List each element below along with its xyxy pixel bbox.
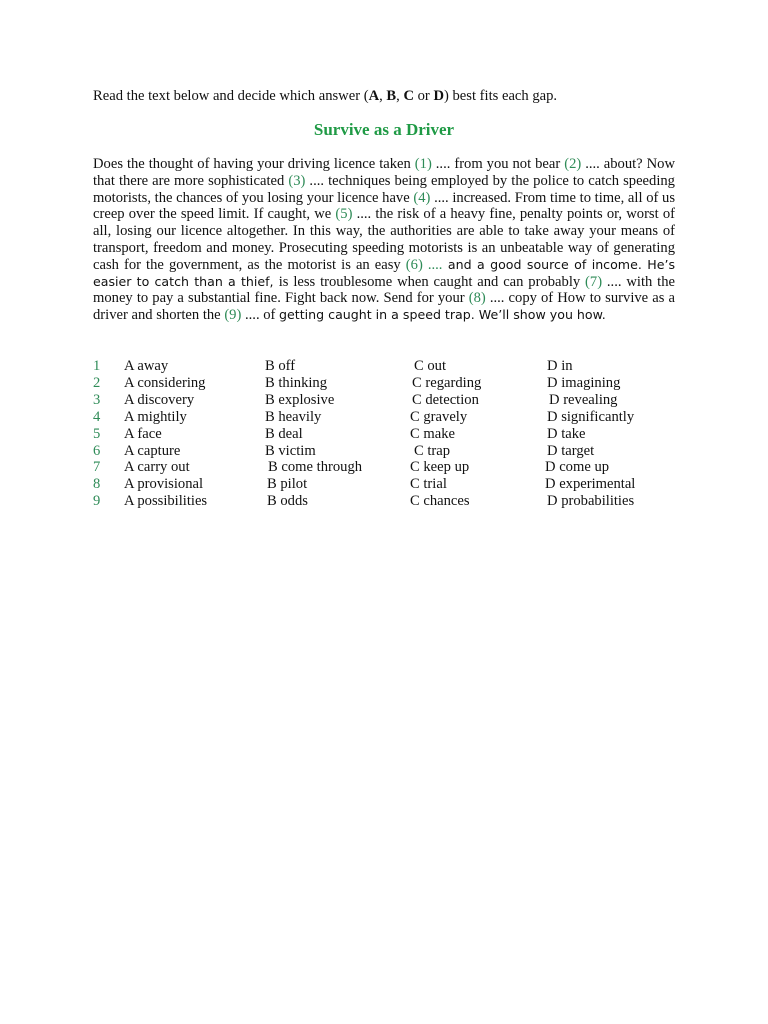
- passage-segment: getting caught in a speed trap. We’ll show you how.: [279, 307, 606, 323]
- question-number: 3: [93, 391, 101, 408]
- option-d: D imagining: [547, 374, 621, 391]
- option-d: D take: [547, 425, 586, 442]
- passage-text: [93, 156, 675, 324]
- gap-marker: (8): [468, 290, 486, 307]
- option-row: [0, 493, 768, 510]
- passage-segment: .... increased. From time to time, all of us creep over the speed limit. If caught, we: [93, 189, 675, 223]
- passage-segment: .... about? Now that there are more sophisticated: [93, 156, 675, 189]
- option-a: A mightily: [124, 408, 187, 425]
- gap-marker: (5): [335, 206, 353, 223]
- option-c: C gravely: [410, 408, 468, 425]
- gap-marker: (2): [564, 156, 582, 172]
- question-number: 2: [93, 374, 101, 391]
- option-letter-c: C: [403, 88, 414, 104]
- gap-marker: (7): [585, 273, 603, 290]
- option-row: [0, 476, 768, 493]
- gap-marker: (6) ....: [405, 256, 443, 273]
- passage-segment: .... from you not bear: [431, 156, 565, 172]
- option-a: A considering: [124, 374, 206, 391]
- option-c: C make: [410, 425, 455, 442]
- option-a: A provisional: [124, 476, 204, 493]
- option-c: C trap: [414, 442, 451, 459]
- option-d: D revealing: [549, 391, 618, 408]
- option-c: C regarding: [412, 374, 482, 391]
- option-d: D come up: [545, 459, 610, 476]
- gap-marker: (3): [288, 172, 306, 189]
- option-a: A possibilities: [124, 493, 208, 510]
- option-c: C keep up: [410, 459, 470, 476]
- option-b: B victim: [265, 442, 316, 459]
- question-number: 1: [93, 358, 101, 374]
- instruction-sep: ,: [379, 88, 387, 104]
- option-c: C chances: [410, 493, 470, 510]
- option-letter-a: A: [368, 88, 380, 104]
- option-b: B heavily: [265, 408, 322, 425]
- option-c: C trial: [410, 476, 447, 493]
- passage-segment: .... with the money to pay a substantial fine. Fight back now. Send for your: [93, 273, 675, 307]
- instruction-sep: ,: [396, 88, 404, 104]
- option-b: B deal: [265, 425, 303, 442]
- question-number: 7: [93, 459, 101, 476]
- question-number: 6: [93, 442, 101, 459]
- gap-marker: (1): [414, 156, 432, 172]
- option-letter-b: B: [386, 88, 397, 104]
- option-a: A carry out: [124, 459, 190, 476]
- instruction-prefix: Read the text below and decide which answer (: [93, 88, 369, 104]
- question-number: 4: [93, 408, 101, 425]
- option-d: D significantly: [547, 408, 635, 425]
- option-row: [0, 459, 768, 476]
- option-b: B come through: [268, 459, 363, 476]
- gap-marker: (4): [413, 189, 431, 206]
- option-a: A away: [124, 358, 169, 374]
- gap-marker: (9): [224, 307, 242, 324]
- option-b: B off: [265, 358, 296, 374]
- option-d: D probabilities: [547, 493, 635, 510]
- option-d: D experimental: [545, 476, 636, 493]
- option-b: B odds: [267, 493, 308, 510]
- option-row: [0, 392, 768, 409]
- option-row: [0, 443, 768, 460]
- option-d: D target: [547, 442, 595, 459]
- question-number: 9: [93, 493, 101, 510]
- option-c: C detection: [412, 391, 479, 408]
- option-c: C out: [414, 358, 447, 374]
- option-b: B pilot: [267, 476, 308, 493]
- option-row: [0, 426, 768, 443]
- passage-segment: and a good source of income. He’s easier to catch than a thief,: [93, 256, 676, 289]
- passage-segment: .... the risk of a heavy fine, penalty points or, worst of all, losing our licence altogether. In this way, the authorities are able to take away your means of transport, freedom and money. Prosecuting speeding motorists is an unbeatable way of generating cash for the government, as the motorist is an easy: [93, 206, 675, 273]
- instruction-text: [93, 86, 693, 106]
- question-number: 5: [93, 425, 101, 442]
- passage-segment: Does the thought of having your driving licence taken: [93, 156, 415, 172]
- passage-segment: .... of: [241, 307, 280, 324]
- option-letter-d: D: [433, 88, 444, 104]
- passage-segment: is less troublesome when caught and can probably: [278, 273, 586, 290]
- option-a: A capture: [124, 442, 181, 459]
- instruction-or: or: [413, 88, 434, 104]
- option-row: [0, 375, 768, 392]
- option-d: D in: [547, 358, 573, 374]
- option-b: B thinking: [265, 374, 328, 391]
- passage-segment: .... copy of How to survive as a driver and shorten the: [93, 290, 675, 324]
- instruction-suffix: ) best fits each gap.: [444, 88, 558, 104]
- option-a: A face: [124, 425, 162, 442]
- option-a: A discovery: [124, 391, 195, 408]
- passage-title: Survive as a Driver: [313, 120, 455, 139]
- passage-segment: .... techniques being employed by the police to catch speeding motorists, the chances of you losing your licence have: [93, 172, 675, 206]
- question-number: 8: [93, 476, 101, 493]
- option-row: [0, 409, 768, 426]
- option-row: [0, 358, 768, 375]
- option-b: B explosive: [265, 391, 335, 408]
